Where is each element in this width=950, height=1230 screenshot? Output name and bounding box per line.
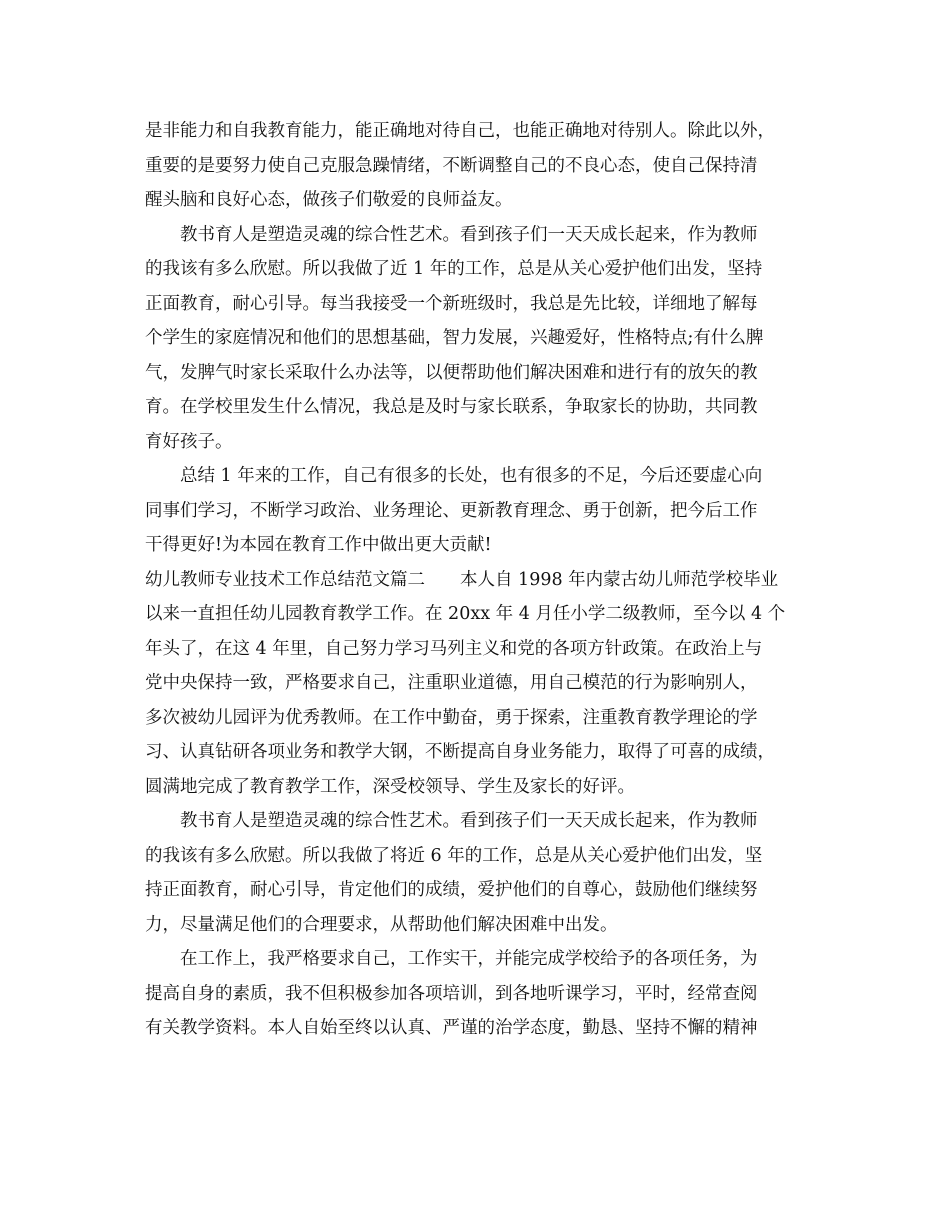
- text-line: 多次被幼儿园评为优秀教师。在工作中勤奋，勇于探索，注重教育教学理论的学: [145, 707, 758, 728]
- text-line: 提高自身的素质，我不但积极参加各项培训，到各地听课学习，平时，经常查阅: [145, 983, 758, 1004]
- text-line: 以来一直担任幼儿园教育教学工作。在 20xx 年 4 月任小学二级教师，至今以 4 个: [145, 604, 786, 624]
- text-line: 重要的是要努力使自己克服急躁情绪，不断调整自己的不良心态，使自己保持清: [145, 155, 758, 176]
- text-line: 年头了，在这 4 年里，自己努力学习马列主义和党的各项方针政策。在政治上与: [145, 638, 763, 659]
- text-line: 持正面教育，耐心引导，肯定他们的成绩，爱护他们的自尊心，鼓励他们继续努: [145, 880, 758, 900]
- text-line: 同事们学习，不断学习政治、业务理论、更新教育理念、勇于创新，把今后工作: [145, 500, 758, 521]
- text-line: 育。在学校里发生什么情况，我总是及时与家长联系，争取家长的协助，共同教: [145, 397, 758, 417]
- text-line: 力，尽量满足他们的合理要求，从帮助他们解决困难中出发。: [145, 914, 618, 935]
- text-line: 习、认真钻研各项业务和教学大钢，不断提高自身业务能力，取得了可喜的成绩，: [145, 742, 775, 762]
- text-line: 圆满地完成了教育教学工作，深受校领导、学生及家长的好评。: [145, 776, 635, 797]
- text-line: 党中央保持一致，严格要求自己，注重职业道德，用自己模范的行为影响别人，: [145, 673, 758, 693]
- text-line: 总结 1 年来的工作，自己有很多的长处，也有很多的不足，今后还要虚心向: [145, 466, 763, 486]
- text-line: 在工作上，我严格要求自己，工作实干，并能完成学校给予的各项任务，为: [145, 949, 758, 969]
- text-line: 育好孩子。: [145, 431, 233, 452]
- section-heading-line: 幼儿教师专业技术工作总结范文篇二 本人自 1998 年内蒙古幼儿师范学校毕业: [145, 569, 779, 590]
- text-line: 气，发脾气时家长采取什么办法等，以便帮助他们解决困难和进行有的放矢的教: [145, 362, 758, 383]
- text-line: 个学生的家庭情况和他们的思想基础，智力发展，兴趣爱好，性格特点;有什么脾: [145, 328, 764, 348]
- text-line: 是非能力和自我教育能力，能正确地对待自己，也能正确地对待别人。除此以外，: [145, 121, 775, 141]
- text-line: 的我该有多么欣慰。所以我做了近 1 年的工作，总是从关心爱护他们出发，坚持: [145, 259, 763, 279]
- text-line: 的我该有多么欣慰。所以我做了将近 6 年的工作，总是从关心爱护他们出发，坚: [145, 845, 763, 866]
- text-line: 干得更好!为本园在教育工作中做出更大贡献!: [145, 535, 492, 555]
- document-body: [145, 114, 805, 1046]
- text-line: 教书育人是塑造灵魂的综合性艺术。看到孩子们一天天成长起来，作为教师: [145, 811, 758, 831]
- text-line: 正面教育，耐心引导。每当我接受一个新班级时，我总是先比较，详细地了解每: [145, 293, 758, 314]
- text-line: 有关教学资料。本人自始至终以认真、严谨的治学态度，勤恳、坚持不懈的精神: [145, 1018, 758, 1038]
- text-line: 教书育人是塑造灵魂的综合性艺术。看到孩子们一天天成长起来，作为教师: [145, 224, 758, 245]
- text-line: 醒头脑和良好心态，做孩子们敬爱的良师益友。: [145, 190, 513, 210]
